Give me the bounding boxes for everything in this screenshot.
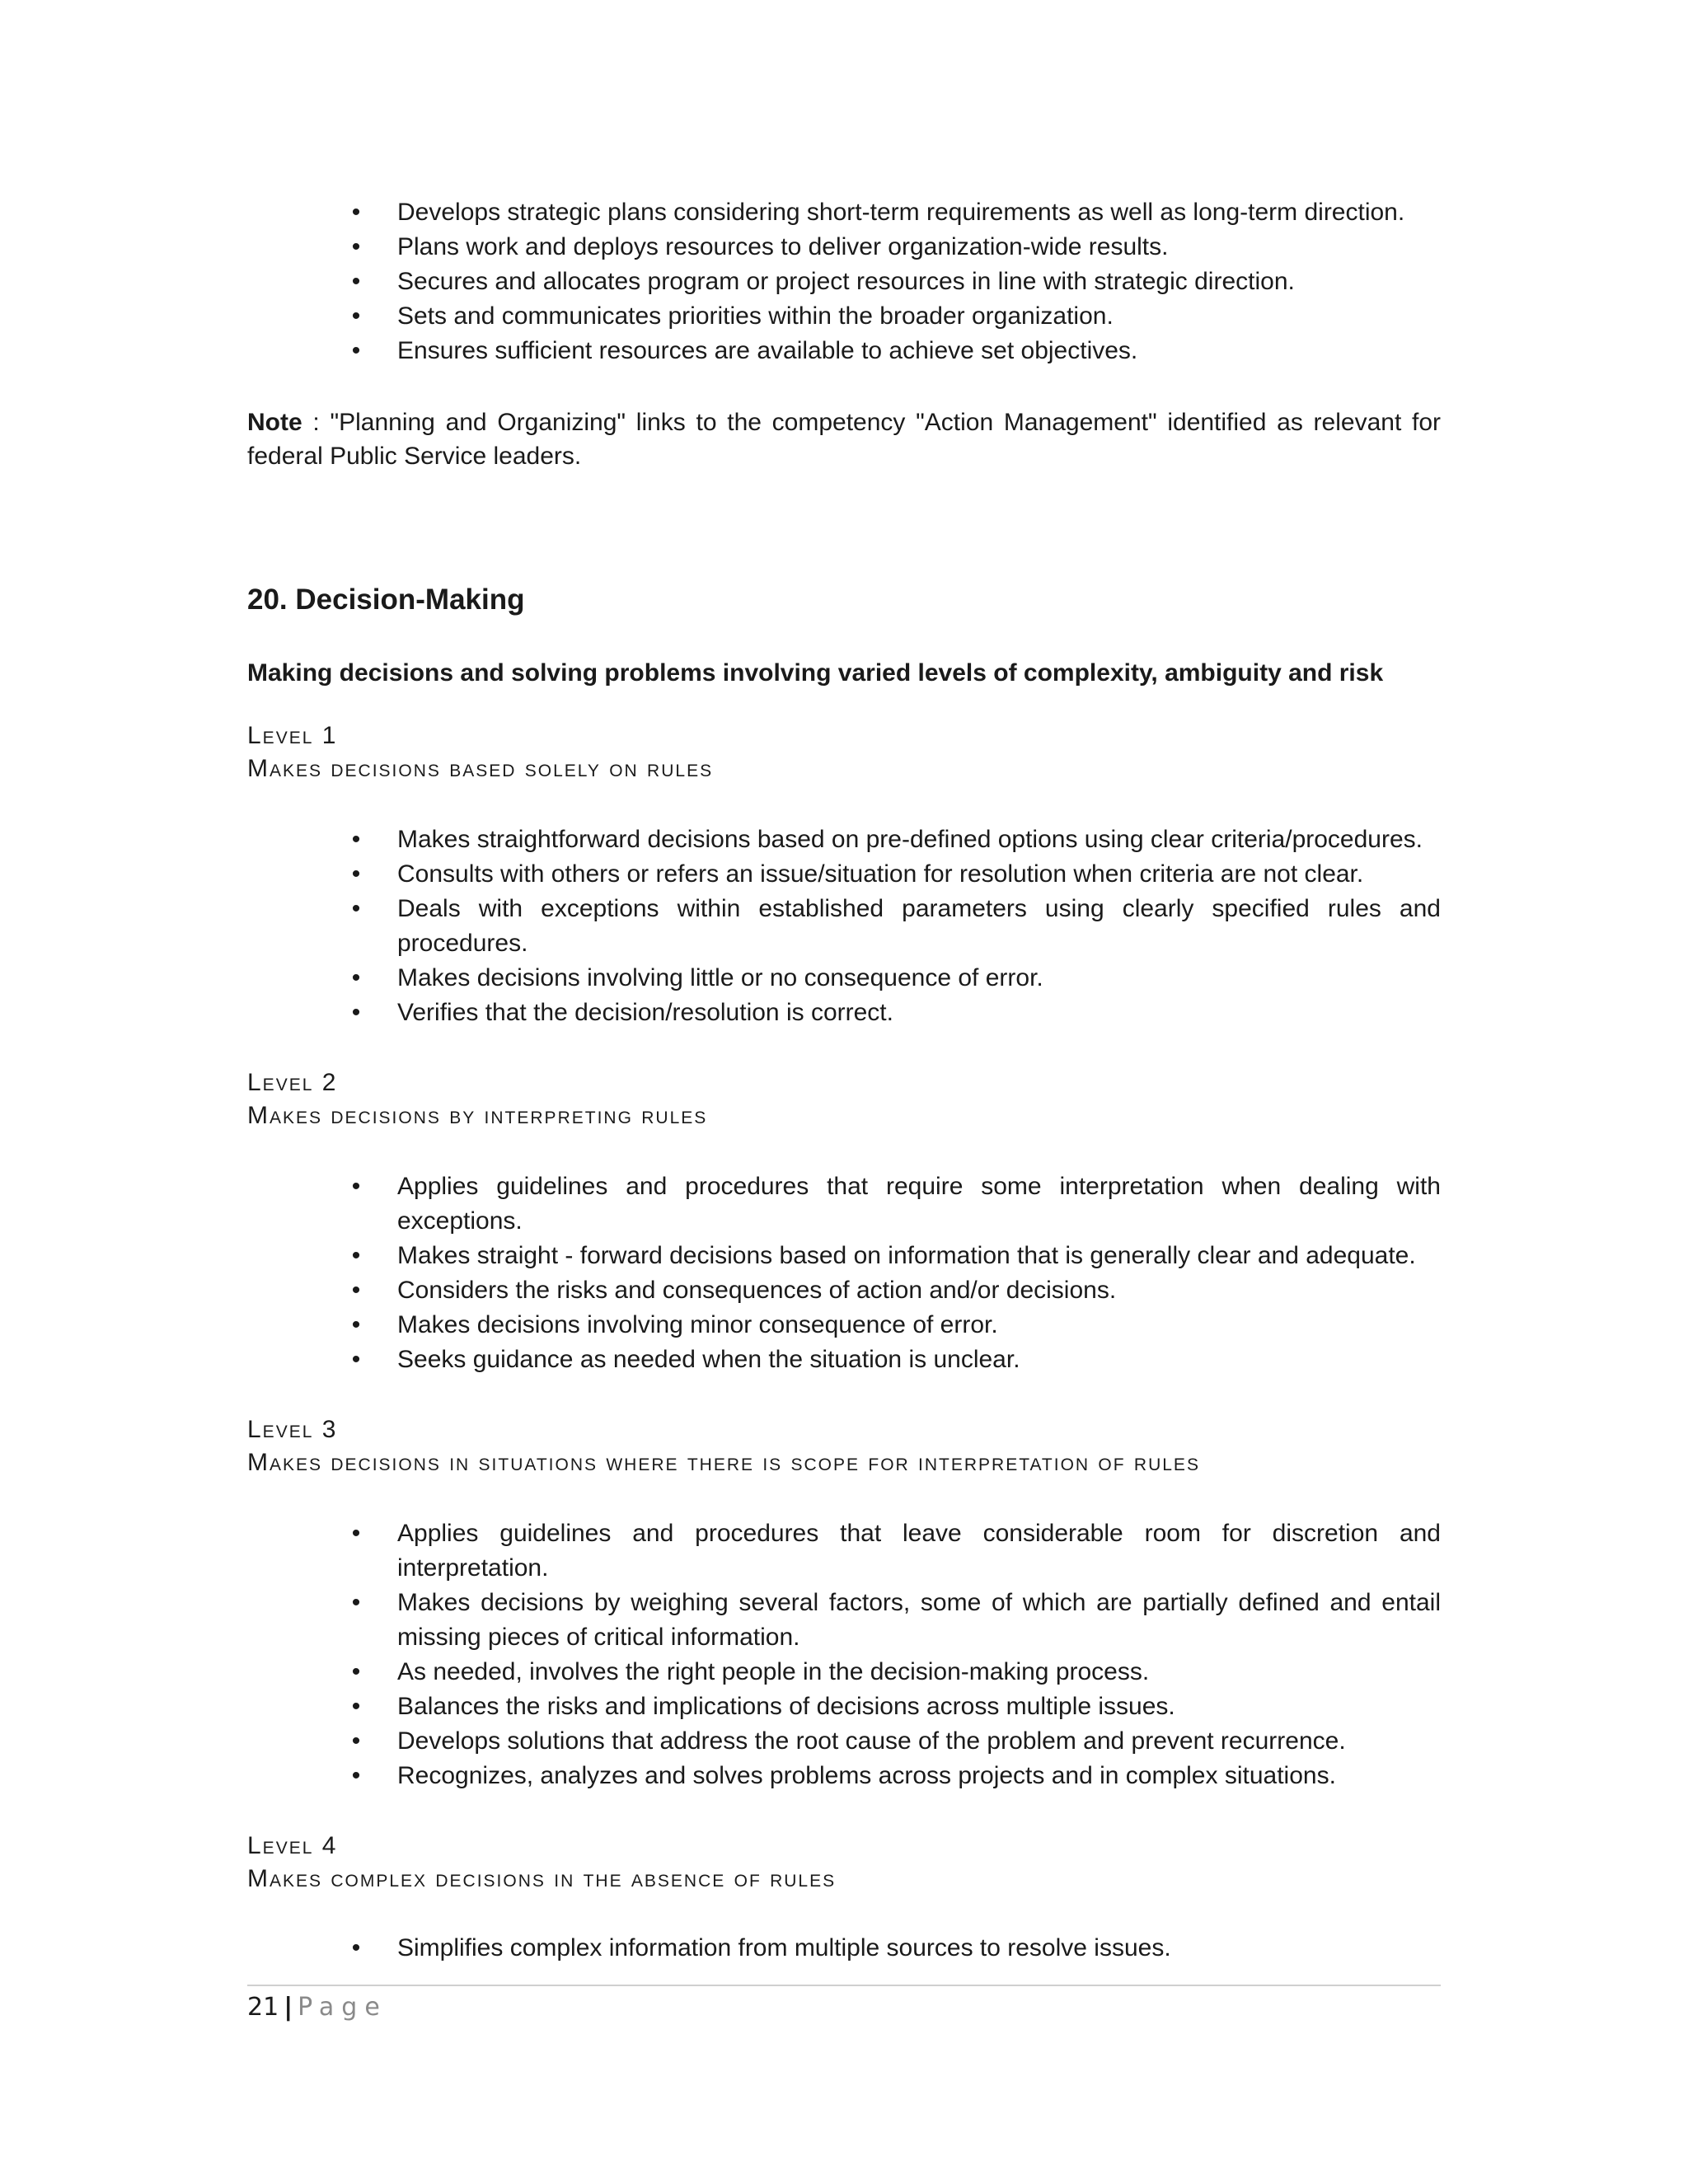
- level-2-description: Makes decisions by interpreting rules: [247, 1102, 708, 1129]
- list-item: [247, 230, 1441, 265]
- list-item-text: Applies guidelines and procedures that require some interpretation when dealing with exceptions.: [397, 1173, 1441, 1235]
- level-1-bullet-list: [247, 823, 1441, 1030]
- document-page: [247, 0, 1441, 2184]
- bullet-icon: •: [351, 999, 361, 1026]
- list-item: [247, 1931, 1441, 1966]
- list-item-text: Develops solutions that address the root cause of the problem and prevent recurrence.: [397, 1727, 1346, 1755]
- list-item-text: Secures and allocates program or project resources in line with strategic direction.: [397, 268, 1295, 295]
- bullet-icon: •: [351, 1277, 361, 1304]
- list-item: [247, 1759, 1441, 1793]
- list-item-text: Develops strategic plans considering short-term requirements as well as long-term direction.: [397, 199, 1405, 226]
- bullet-icon: •: [351, 268, 361, 295]
- page-number: 21: [247, 1993, 279, 2022]
- list-item-text: Simplifies complex information from multiple sources to resolve issues.: [397, 1934, 1171, 1961]
- bullet-icon: •: [351, 233, 361, 260]
- note-label: Note: [247, 409, 302, 436]
- list-item: [247, 1169, 1441, 1239]
- list-item-text: Makes decisions involving minor consequence of error.: [397, 1311, 998, 1338]
- list-item: [247, 1724, 1441, 1759]
- level-4-description: Makes complex decisions in the absence of rules: [247, 1865, 837, 1892]
- section-title: 20. Decision-Making: [247, 583, 525, 616]
- list-item: [247, 996, 1441, 1030]
- level-3-description: Makes decisions in situations where there is scope for interpretation of rules: [247, 1449, 1200, 1476]
- bullet-icon: •: [351, 1242, 361, 1269]
- page-footer: [247, 1991, 387, 2024]
- level-2-label: Level 2: [247, 1069, 338, 1096]
- bullet-icon: •: [351, 199, 361, 226]
- list-item: [247, 823, 1441, 857]
- bullet-icon: •: [351, 1589, 361, 1616]
- bullet-icon: •: [351, 302, 361, 330]
- bullet-icon: •: [351, 1727, 361, 1755]
- list-item: [247, 1690, 1441, 1724]
- list-item: [247, 1239, 1441, 1273]
- list-item-text: Makes straightforward decisions based on pre-defined options using clear criteria/procedures.: [397, 826, 1423, 853]
- level-4-bullet-list: [247, 1931, 1441, 1966]
- bullet-icon: •: [351, 826, 361, 853]
- list-item: [247, 1655, 1441, 1690]
- bullet-icon: •: [351, 1173, 361, 1200]
- bullet-icon: •: [351, 1346, 361, 1373]
- bullet-icon: •: [351, 860, 361, 888]
- list-item-text: Plans work and deploys resources to deliver organization-wide results.: [397, 233, 1169, 260]
- section-subtitle: Making decisions and solving problems involving varied levels of complexity, ambiguity and risk: [247, 659, 1384, 687]
- level-2-bullet-list: [247, 1169, 1441, 1377]
- list-item-text: Deals with exceptions within established parameters using clearly specified rules and procedures.: [397, 895, 1441, 957]
- list-item: [247, 299, 1441, 334]
- list-item-text: Sets and communicates priorities within the broader organization.: [397, 302, 1114, 330]
- bullet-icon: •: [351, 1520, 361, 1547]
- bullet-icon: •: [351, 1311, 361, 1338]
- list-item-text: As needed, involves the right people in the decision-making process.: [397, 1658, 1150, 1685]
- list-item-text: Makes decisions involving little or no consequence of error.: [397, 964, 1043, 991]
- level-1-label: Level 1: [247, 722, 338, 749]
- bullet-icon: •: [351, 964, 361, 991]
- list-item: [247, 195, 1441, 230]
- bullet-icon: •: [351, 1658, 361, 1685]
- level-4-label: Level 4: [247, 1832, 338, 1859]
- list-item-text: Consults with others or refers an issue/situation for resolution when criteria are not clear.: [397, 860, 1364, 888]
- list-item-text: Makes decisions by weighing several factors, some of which are partially defined and entail missing pieces of critical information.: [397, 1589, 1441, 1651]
- note-text: : "Planning and Organizing" links to the competency "Action Management" identified as relevant for federal Public Service leaders.: [247, 409, 1441, 470]
- list-item-text: Makes straight - forward decisions based on information that is generally clear and adequate.: [397, 1242, 1416, 1269]
- footer-divider: [247, 1985, 1441, 1986]
- bullet-icon: •: [351, 337, 361, 364]
- list-item: [247, 1273, 1441, 1308]
- level-1-description: Makes decisions based solely on rules: [247, 755, 714, 782]
- level-4-bullets-container: [247, 1931, 1441, 1966]
- level-3-bullets-container: [247, 1516, 1441, 1793]
- level-2-bullets-container: [247, 1169, 1441, 1377]
- page-word: Page: [298, 1993, 387, 2022]
- list-item-text: Seeks guidance as needed when the situation is unclear.: [397, 1346, 1020, 1373]
- list-item-text: Recognizes, analyzes and solves problems across projects and in complex situations.: [397, 1762, 1336, 1789]
- level-3-bullet-list: [247, 1516, 1441, 1793]
- list-item-text: Balances the risks and implications of decisions across multiple issues.: [397, 1693, 1175, 1720]
- note-paragraph: [247, 405, 1441, 473]
- bullet-icon: •: [351, 895, 361, 922]
- list-item: [247, 334, 1441, 368]
- list-item-text: Applies guidelines and procedures that leave considerable room for discretion and interpretation.: [397, 1520, 1441, 1582]
- level-3-label: Level 3: [247, 1416, 338, 1443]
- list-item-text: Considers the risks and consequences of action and/or decisions.: [397, 1277, 1117, 1304]
- list-item: [247, 961, 1441, 996]
- list-item-text: Verifies that the decision/resolution is correct.: [397, 999, 893, 1026]
- bullet-icon: •: [351, 1934, 361, 1961]
- top-bullet-list: [247, 195, 1441, 368]
- list-item: [247, 1343, 1441, 1377]
- level-1-bullets-container: [247, 823, 1441, 1030]
- bullet-icon: •: [351, 1693, 361, 1720]
- list-item: [247, 857, 1441, 892]
- bullet-icon: •: [351, 1762, 361, 1789]
- list-item: [247, 892, 1441, 961]
- top-bullet-list-container: [247, 195, 1441, 368]
- list-item: [247, 1586, 1441, 1655]
- list-item-text: Ensures sufficient resources are available to achieve set objectives.: [397, 337, 1138, 364]
- footer-separator: |: [284, 1993, 293, 2022]
- list-item: [247, 1308, 1441, 1343]
- list-item: [247, 265, 1441, 299]
- list-item: [247, 1516, 1441, 1586]
